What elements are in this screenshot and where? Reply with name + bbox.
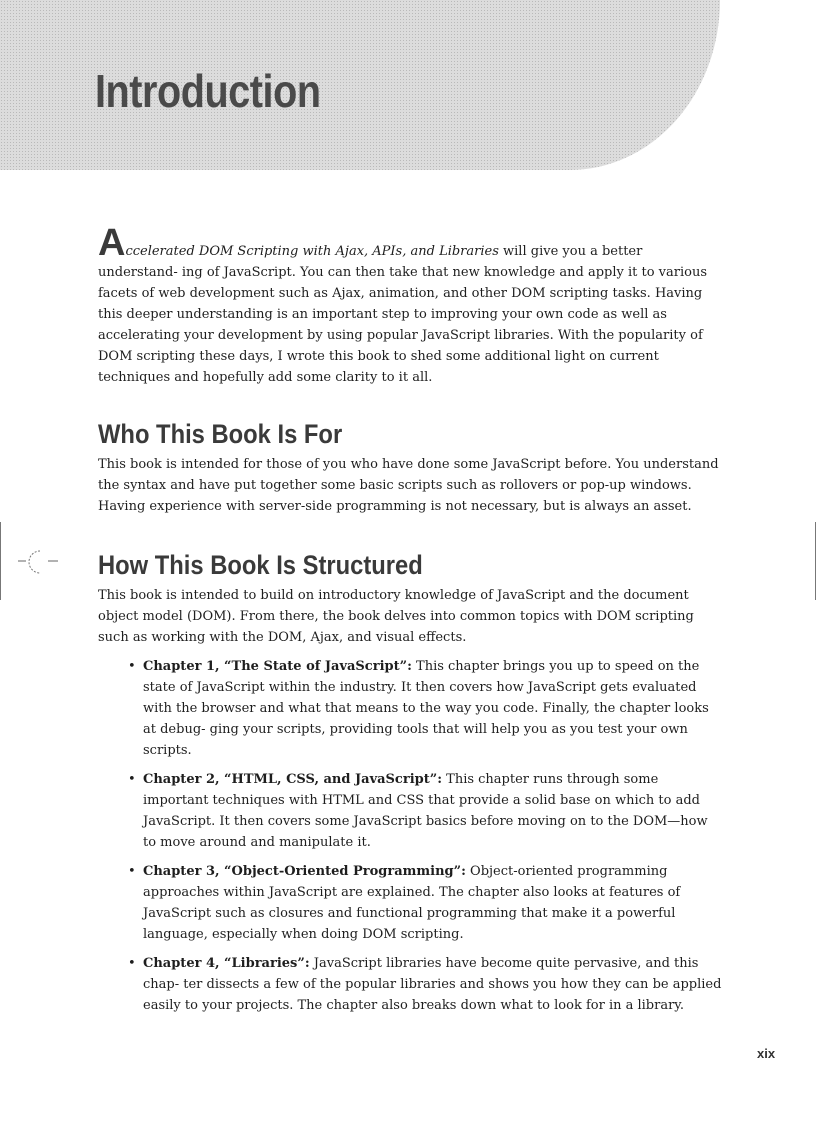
chapter-item-1 <box>98 656 723 761</box>
chapter-label: Chapter 3, “Object-Oriented Programming”: <box>143 864 466 879</box>
page-number: xix <box>757 1046 776 1061</box>
chapter-item-2 <box>98 769 723 853</box>
chapter-label: Chapter 1, “The State of JavaScript”: <box>143 659 412 674</box>
how-paragraph: This book is intended to build on introductory knowledge of JavaScript and the document object model (DOM). From there, the book delves into common topics with DOM scripting such as working with the DOM, Ajax, and visual effects. <box>98 588 694 645</box>
chapter-item-4 <box>98 953 723 1016</box>
registration-mark-icon <box>18 548 62 578</box>
chapter-description: This chapter runs through some important techniques with HTML and CSS that provide a solid base on which to add JavaScript. It then covers some JavaScript basics before moving on to the DOM—how to move around and manipulate it. <box>143 772 708 850</box>
intro-text: will give you a better understand- ing of JavaScript. You can then take that new knowledge and apply it to various facets of web development such as Ajax, animation, and other DOM scripting tasks. Having this deeper understanding is an important step to improving your own code as well as accelerating your development by using popular JavaScript libraries. With the popularity of DOM scripting these days, I wrote this book to shed some additional light on current techniques and hopefully add some clarity to it all. <box>98 244 708 385</box>
page-title: Introduction <box>95 65 321 117</box>
who-paragraph: This book is intended for those of you who have done some JavaScript before. You understand the syntax and have put together some basic scripts such as rollovers or pop-up windows. Having experience with server-side programming is not necessary, but is always an asset. <box>98 457 719 514</box>
section-heading-who: Who This Book Is For <box>98 419 343 449</box>
chapter-list <box>98 656 723 1016</box>
chapter-label: Chapter 2, “HTML, CSS, and JavaScript”: <box>143 772 443 787</box>
book-title: ccelerated DOM Scripting with Ajax, APIs, and Libraries <box>125 244 499 259</box>
intro-paragraph <box>98 222 723 388</box>
margin-rule-left <box>0 522 1 600</box>
chapter-item-3 <box>98 861 723 945</box>
chapter-description: This chapter brings you up to speed on the state of JavaScript within the industry. It then covers how JavaScript gets evaluated with the browser and what that means to the way you code. Finally, the chapter looks at debug- ging your scripts, providing tools that will help you as you test your own scripts. <box>143 659 709 758</box>
chapter-label: Chapter 4, “Libraries”: <box>143 956 310 971</box>
chapter-description: JavaScript libraries have become quite pervasive, and this chap- ter dissects a few of the popular libraries and shows you how they can be applied easily to your projects. The chapter also breaks down what to look for in a library. <box>143 956 722 1013</box>
drop-cap: A <box>98 222 126 264</box>
main-content <box>98 222 723 1016</box>
header-band <box>0 0 720 170</box>
section-heading-how: How This Book Is Structured <box>98 550 423 580</box>
chapter-description: Object-oriented programming approaches within JavaScript are explained. The chapter also looks at features of JavaScript such as closures and functional programming that make it a powerful language, especially when doing DOM scripting. <box>143 864 681 942</box>
